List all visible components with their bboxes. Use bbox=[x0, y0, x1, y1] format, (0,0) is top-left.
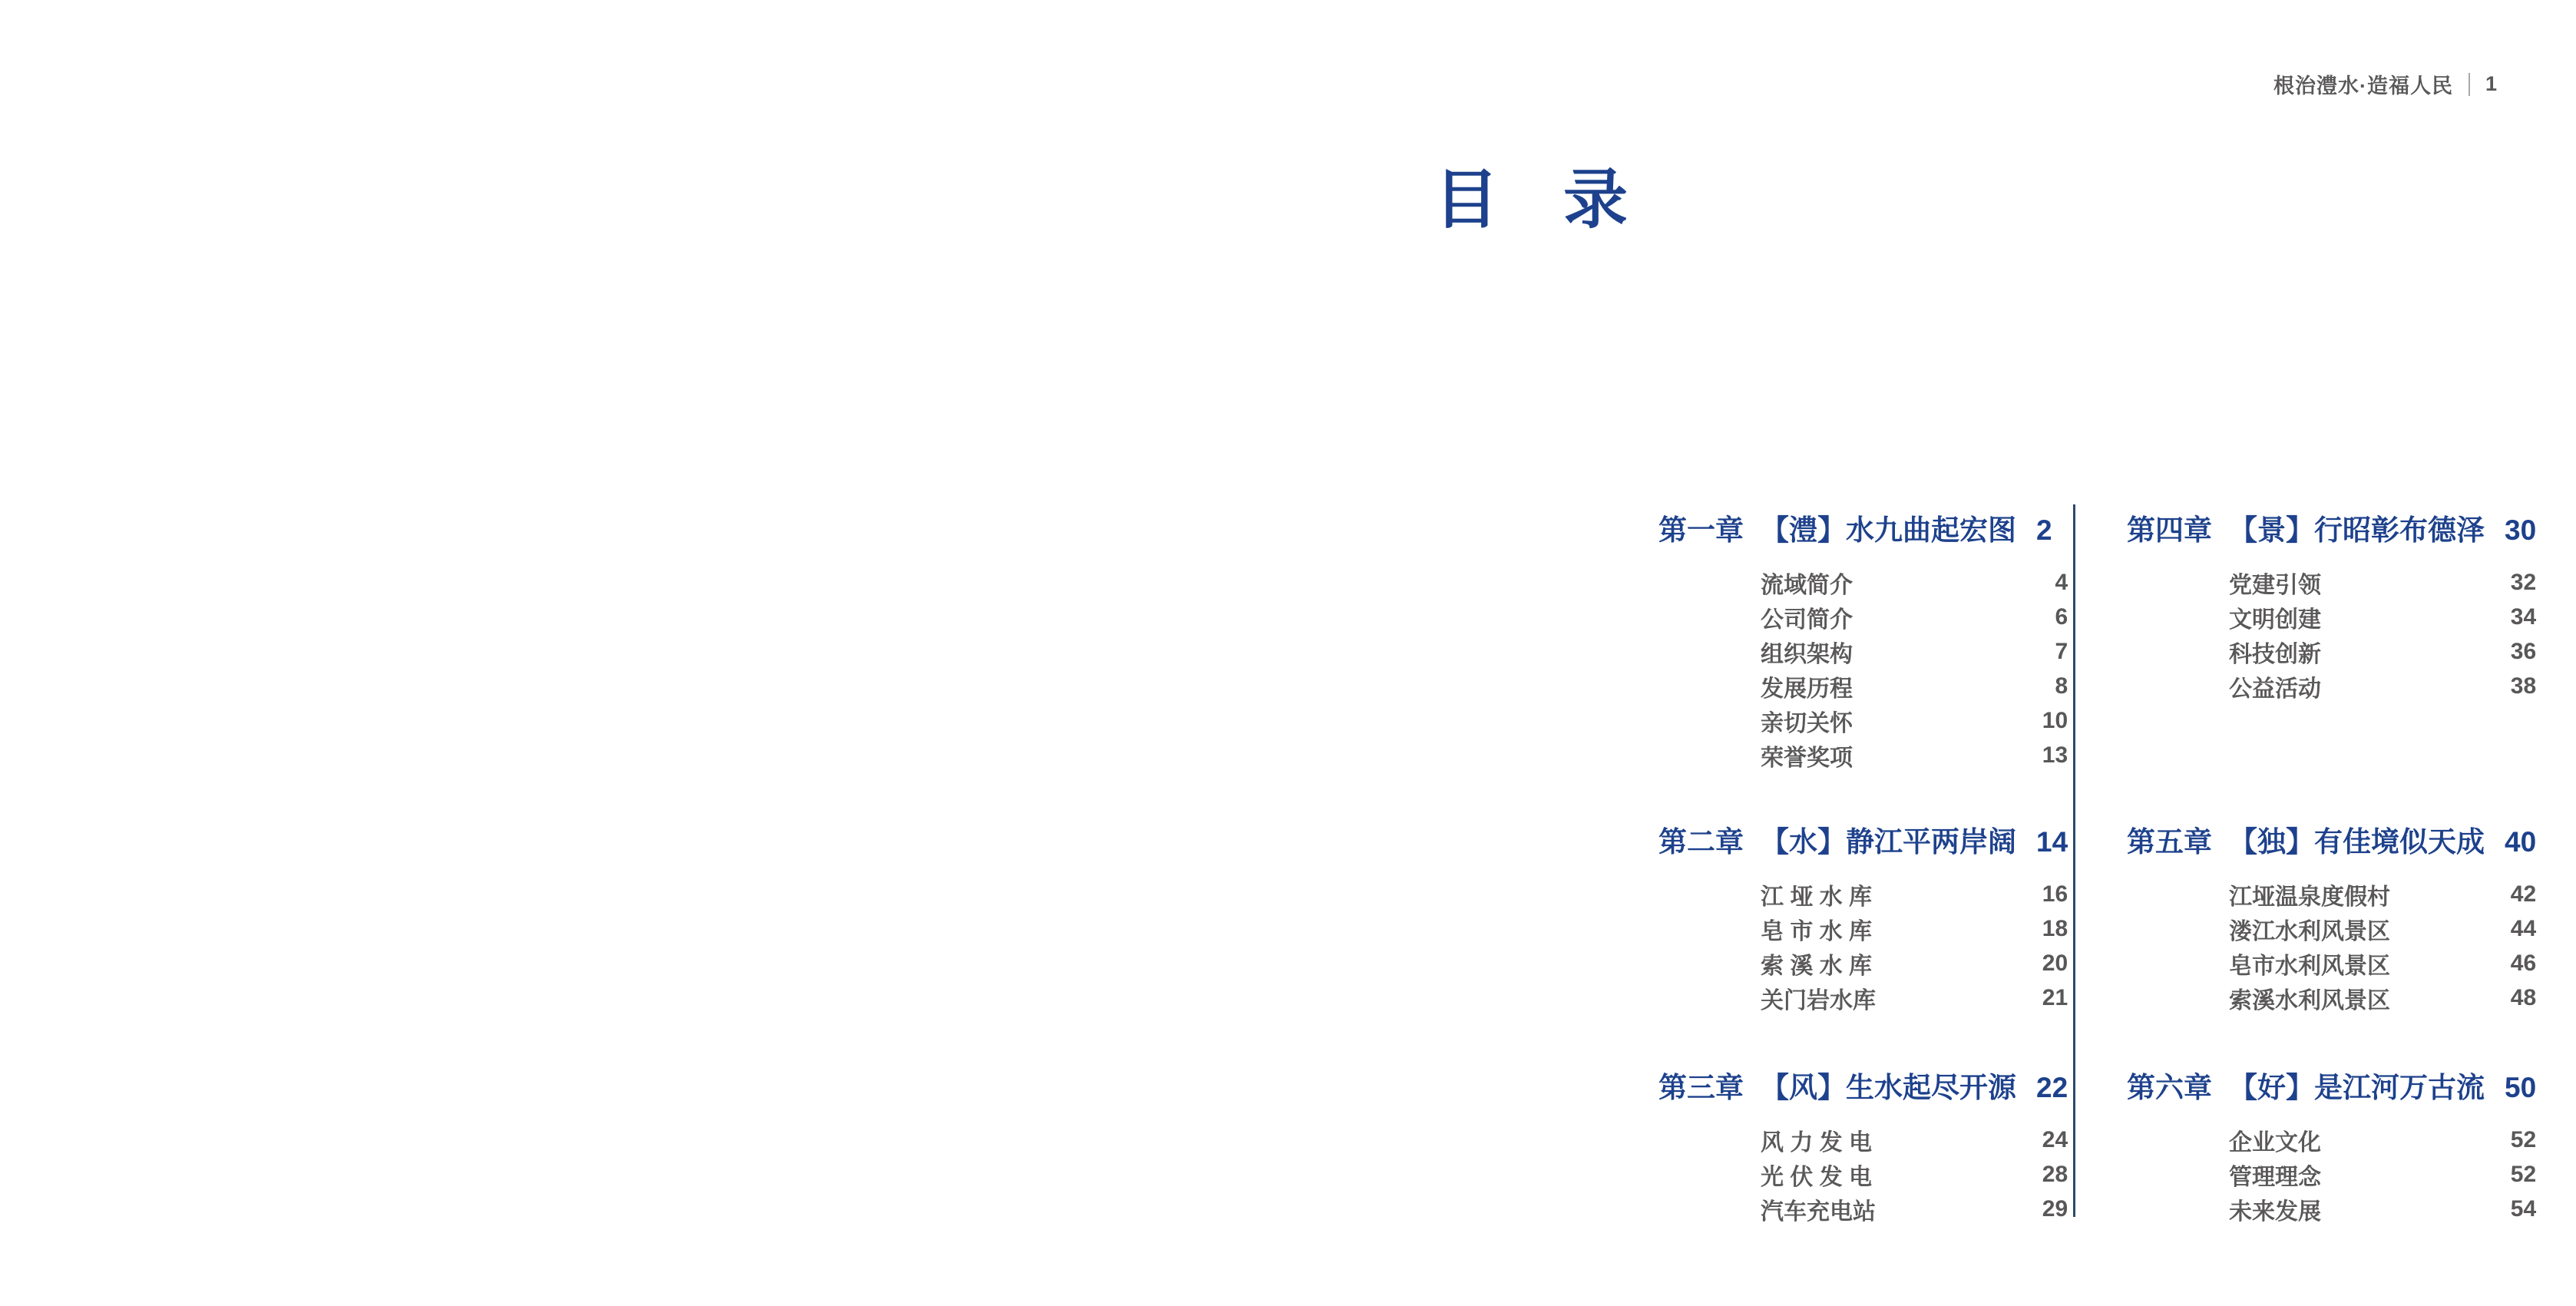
chapter-page-number: 50 bbox=[2505, 1072, 2537, 1103]
toc-item-page-number: 36 bbox=[2510, 638, 2537, 664]
toc-chapter-block bbox=[1658, 513, 2068, 825]
toc-item-list bbox=[1761, 877, 2068, 1015]
toc-item-page-number: 21 bbox=[2042, 984, 2068, 1010]
toc-item-label: 风 力 发 电 bbox=[1761, 1129, 1873, 1156]
header-separator-line bbox=[2469, 73, 2470, 96]
toc-item-label: 汽车充电站 bbox=[1761, 1199, 1876, 1225]
toc-item-page-number: 48 bbox=[2510, 984, 2537, 1010]
chapter-number-label: 第六章 bbox=[2127, 1072, 2212, 1103]
toc-item-page-number: 38 bbox=[2510, 673, 2537, 699]
toc-item-row bbox=[1761, 1122, 2068, 1157]
chapter-page-number: 22 bbox=[2036, 1072, 2068, 1103]
toc-item-page-number: 34 bbox=[2510, 603, 2537, 630]
toc-chapter-row bbox=[2127, 513, 2536, 548]
chapter-title: 【水】静江平两岸阔 bbox=[1761, 826, 2016, 858]
chapter-title: 【风】生水起尽开源 bbox=[1761, 1072, 2016, 1103]
toc-chapter-row bbox=[2127, 825, 2536, 860]
toc-item-row bbox=[2229, 634, 2536, 669]
toc-item-page-number: 8 bbox=[2055, 673, 2068, 699]
toc-item-row bbox=[1761, 600, 2068, 634]
page-title: 目 录 bbox=[1434, 164, 1629, 236]
toc-column-left bbox=[1658, 513, 2068, 1226]
toc-item-row bbox=[1761, 911, 2068, 946]
toc-item-page-number: 18 bbox=[2042, 915, 2068, 941]
toc-chapter-row bbox=[1658, 825, 2068, 860]
toc-item-list bbox=[1761, 565, 2068, 772]
toc-item-row bbox=[2229, 1192, 2536, 1226]
toc-item-page-number: 13 bbox=[2042, 742, 2068, 768]
toc-item-page-number: 54 bbox=[2510, 1195, 2537, 1222]
toc-chapter-block bbox=[2127, 1070, 2536, 1226]
toc-item-page-number: 16 bbox=[2042, 881, 2068, 907]
chapter-page-number: 40 bbox=[2505, 826, 2537, 858]
toc-item-label: 公司简介 bbox=[1761, 607, 1853, 633]
toc-item-row bbox=[1761, 980, 2068, 1015]
toc-item-row bbox=[2229, 877, 2536, 911]
header-page-number: 1 bbox=[2485, 72, 2498, 95]
toc-item-label: 索溪水利风景区 bbox=[2229, 987, 2390, 1013]
toc-item-label: 江 垭 水 库 bbox=[1761, 884, 1873, 910]
toc-item-row bbox=[2229, 600, 2536, 634]
toc-item-label: 发展历程 bbox=[1761, 676, 1853, 702]
toc-item-page-number: 42 bbox=[2510, 881, 2537, 907]
toc-chapter-row bbox=[1658, 513, 2068, 548]
toc-item-label: 公益活动 bbox=[2229, 676, 2321, 702]
toc-item-label: 科技创新 bbox=[2229, 641, 2321, 667]
column-divider-line bbox=[2073, 504, 2075, 1217]
toc-item-page-number: 6 bbox=[2055, 603, 2068, 630]
toc-item-label: 光 伏 发 电 bbox=[1761, 1164, 1873, 1190]
toc-item-page-number: 44 bbox=[2510, 915, 2537, 941]
toc-item-label: 流域简介 bbox=[1761, 572, 1853, 598]
toc-item-row bbox=[1761, 738, 2068, 772]
toc-chapter-block bbox=[2127, 513, 2536, 825]
chapter-title: 【澧】水九曲起宏图 bbox=[1761, 514, 2016, 546]
toc-item-page-number: 20 bbox=[2042, 950, 2068, 976]
toc-item-row bbox=[1761, 634, 2068, 669]
toc-item-list bbox=[2229, 1122, 2536, 1226]
toc-item-row bbox=[2229, 669, 2536, 703]
toc-item-list bbox=[1761, 1122, 2068, 1226]
toc-item-row bbox=[2229, 946, 2536, 980]
toc-item-page-number: 7 bbox=[2055, 638, 2068, 664]
toc-item-page-number: 32 bbox=[2510, 569, 2537, 595]
toc-chapter-block bbox=[1658, 825, 2068, 1070]
toc-item-row bbox=[2229, 1157, 2536, 1192]
toc-item-row bbox=[1761, 1157, 2068, 1192]
toc-item-row bbox=[1761, 669, 2068, 703]
toc-item-page-number: 52 bbox=[2510, 1161, 2537, 1187]
toc-item-label: 组织架构 bbox=[1761, 641, 1853, 667]
chapter-number-label: 第一章 bbox=[1658, 514, 1744, 546]
toc-chapter-block bbox=[2127, 825, 2536, 1070]
toc-item-row bbox=[2229, 565, 2536, 600]
chapter-page-number: 30 bbox=[2505, 514, 2537, 546]
toc-item-page-number: 24 bbox=[2042, 1126, 2068, 1152]
toc-item-page-number: 29 bbox=[2042, 1195, 2068, 1222]
toc-item-row bbox=[2229, 911, 2536, 946]
chapter-page-number: 14 bbox=[2036, 826, 2068, 858]
toc-item-label: 未来发展 bbox=[2229, 1199, 2321, 1225]
toc-item-row bbox=[1761, 1192, 2068, 1226]
toc-item-row bbox=[1761, 946, 2068, 980]
toc-item-label: 亲切关怀 bbox=[1761, 710, 1853, 736]
toc-item-list bbox=[2229, 877, 2536, 1015]
toc-item-row bbox=[2229, 1122, 2536, 1157]
toc-chapter-row bbox=[2127, 1070, 2536, 1106]
toc-item-row bbox=[2229, 980, 2536, 1015]
toc-item-label: 皂 市 水 库 bbox=[1761, 918, 1873, 944]
toc-item-row bbox=[1761, 703, 2068, 738]
chapter-number-label: 第三章 bbox=[1658, 1072, 1744, 1103]
toc-item-label: 江垭温泉度假村 bbox=[2229, 884, 2390, 910]
toc-item-label: 荣誉奖项 bbox=[1761, 745, 1853, 771]
toc-item-label: 管理理念 bbox=[2229, 1164, 2321, 1190]
toc-item-list bbox=[2229, 565, 2536, 703]
toc-item-label: 溇江水利风景区 bbox=[2229, 918, 2390, 944]
toc-item-label: 企业文化 bbox=[2229, 1129, 2321, 1156]
toc-item-row bbox=[1761, 877, 2068, 911]
toc-item-label: 文明创建 bbox=[2229, 607, 2321, 633]
toc-item-page-number: 28 bbox=[2042, 1161, 2068, 1187]
toc-chapter-block bbox=[1658, 1070, 2068, 1226]
toc-item-page-number: 10 bbox=[2042, 707, 2068, 733]
header-slogan: 根治澧水·造福人民 bbox=[2273, 74, 2453, 98]
toc-item-label: 皂市水利风景区 bbox=[2229, 953, 2390, 979]
chapter-page-number: 2 bbox=[2036, 514, 2052, 546]
toc-item-label: 关门岩水库 bbox=[1761, 987, 1876, 1013]
chapter-number-label: 第四章 bbox=[2127, 514, 2212, 546]
chapter-title: 【独】有佳境似天成 bbox=[2229, 826, 2485, 858]
page-header bbox=[2273, 69, 2498, 99]
chapter-number-label: 第二章 bbox=[1658, 826, 1744, 858]
toc-item-page-number: 46 bbox=[2510, 950, 2537, 976]
chapter-number-label: 第五章 bbox=[2127, 826, 2212, 858]
toc-item-row bbox=[1761, 565, 2068, 600]
toc-column-right bbox=[2127, 513, 2537, 1226]
toc-chapter-row bbox=[1658, 1070, 2068, 1106]
toc-item-label: 索 溪 水 库 bbox=[1761, 953, 1873, 979]
chapter-title: 【好】是江河万古流 bbox=[2229, 1072, 2485, 1103]
toc-item-page-number: 52 bbox=[2510, 1126, 2537, 1152]
toc-item-page-number: 4 bbox=[2055, 569, 2068, 595]
toc-item-label: 党建引领 bbox=[2229, 572, 2321, 598]
chapter-title: 【景】行昭彰布德泽 bbox=[2229, 514, 2485, 546]
